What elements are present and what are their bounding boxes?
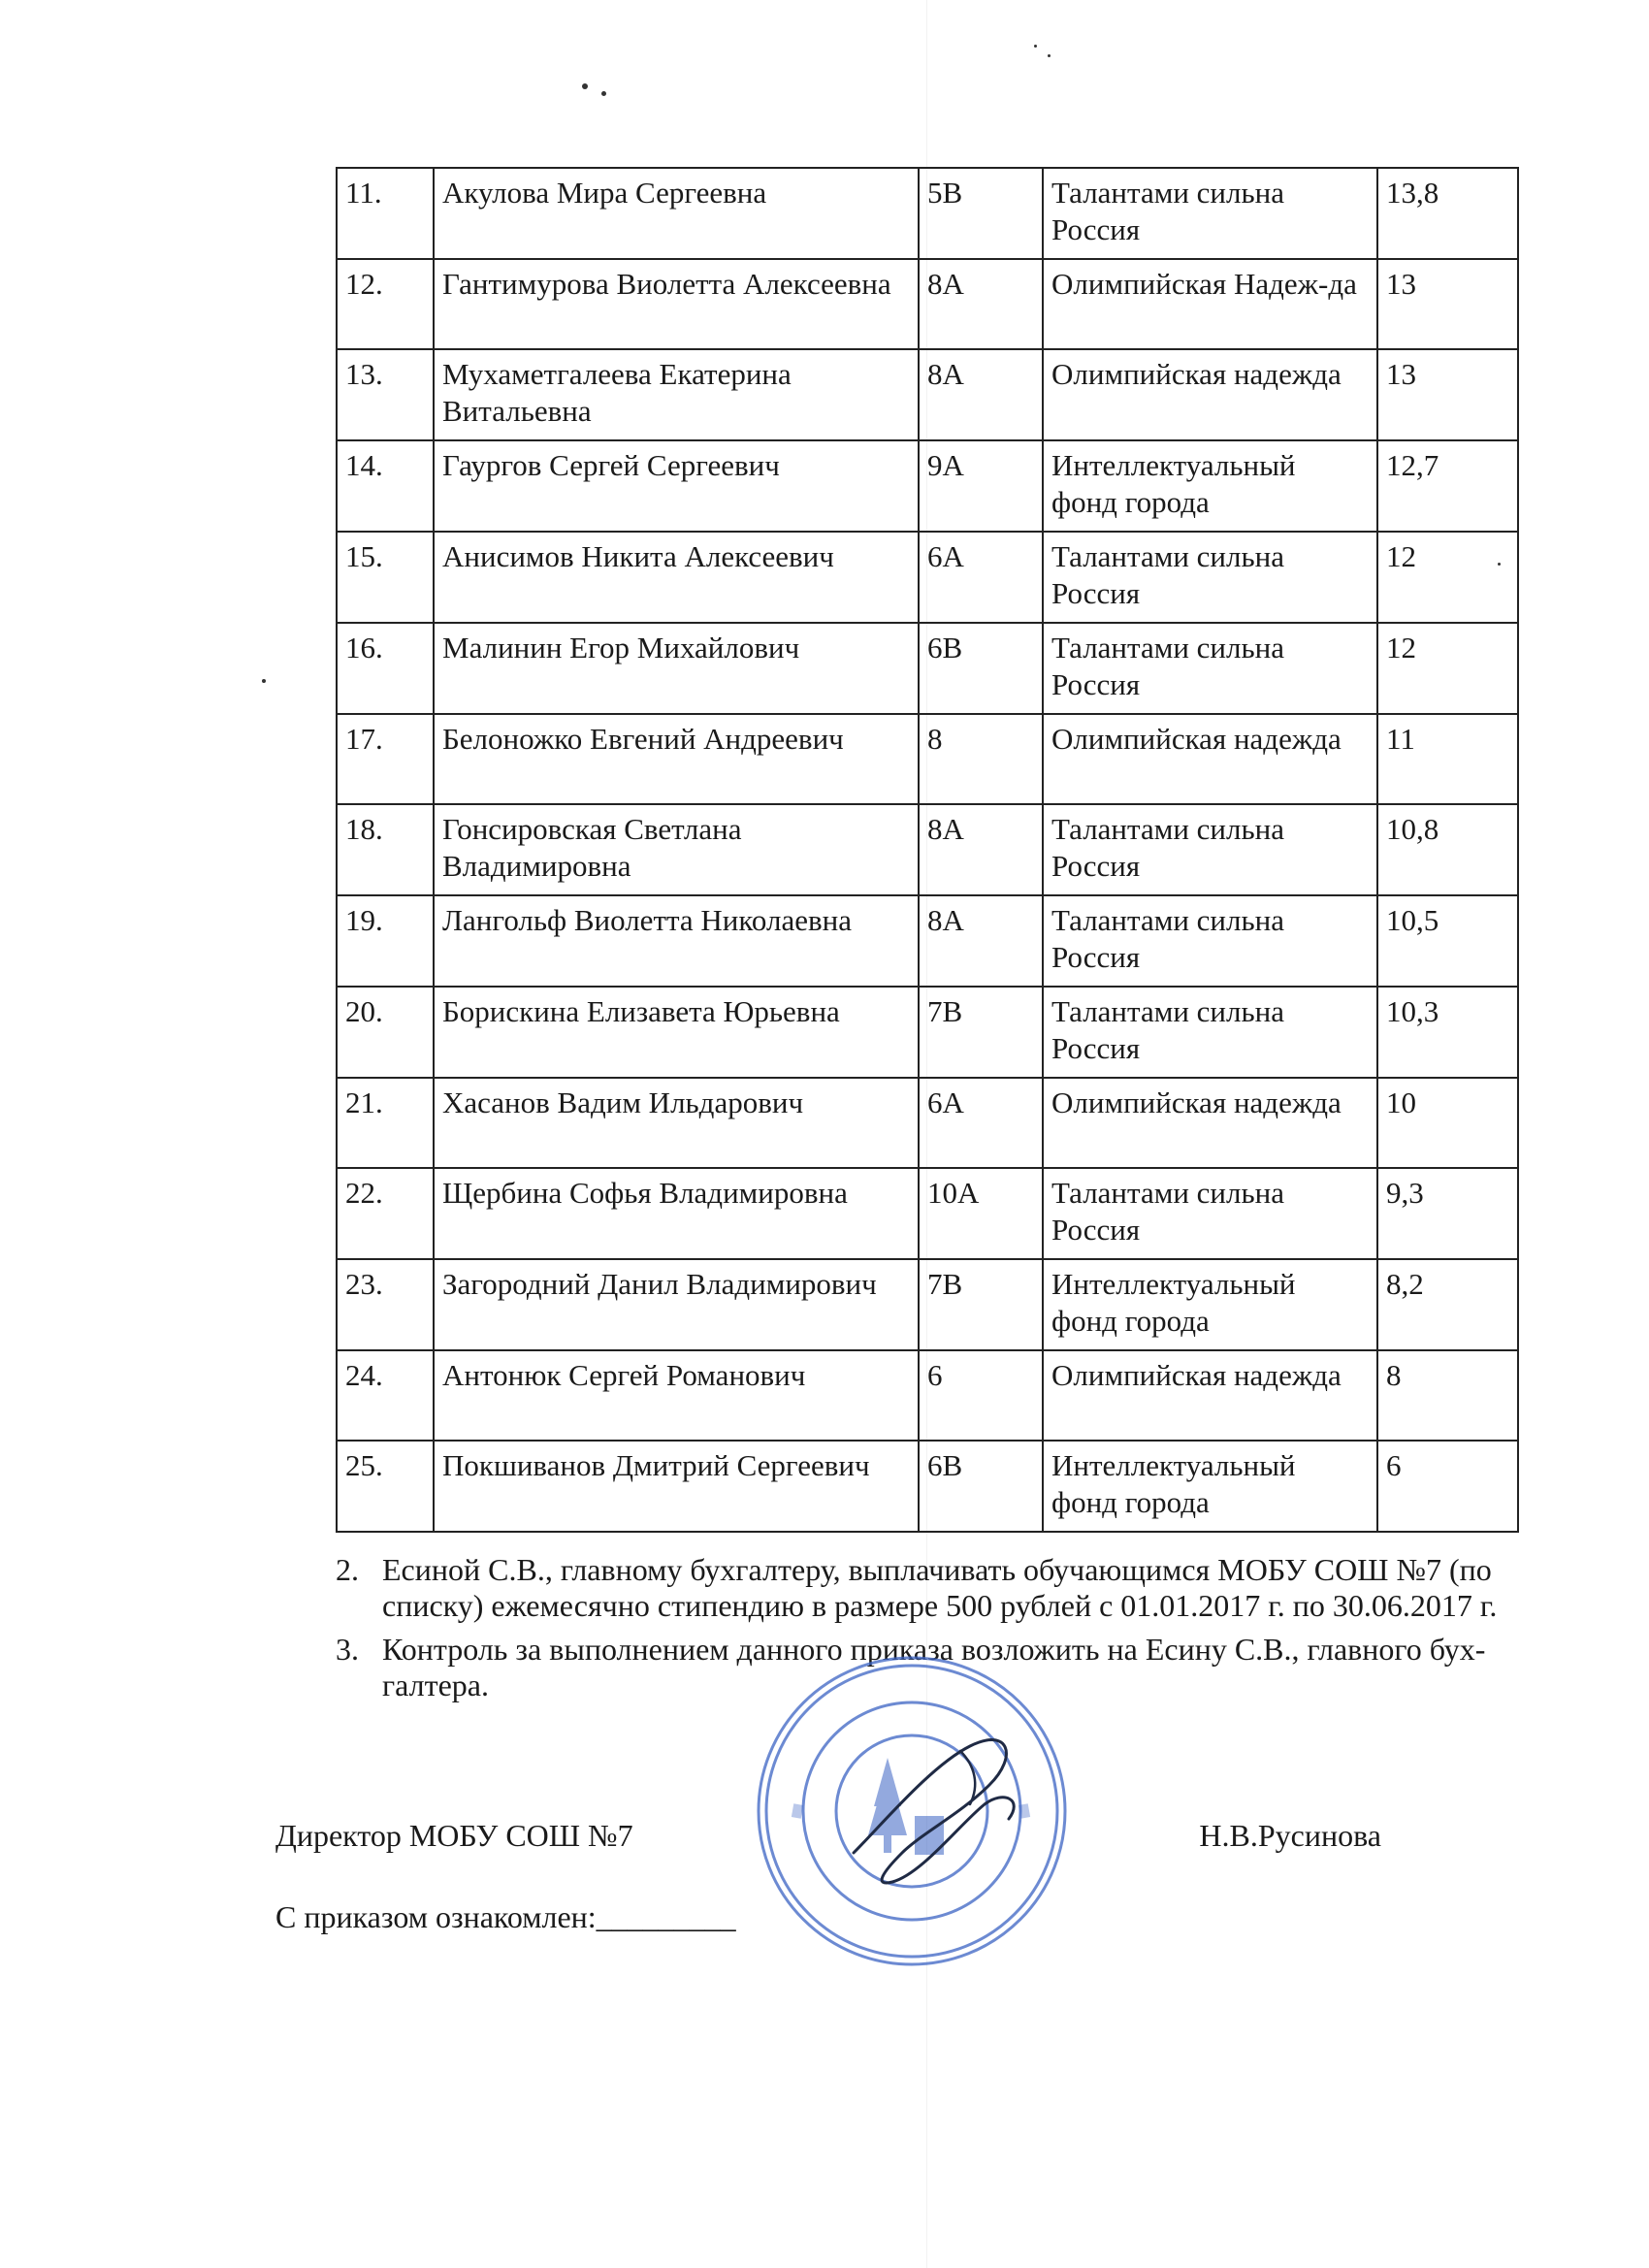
student-name: Щербина Софья Владимировна bbox=[434, 1168, 919, 1259]
score: 10,8 bbox=[1377, 804, 1518, 895]
program-name: Талантами сильна Россия bbox=[1043, 1168, 1377, 1259]
program-name: Интеллектуальный фонд города bbox=[1043, 1259, 1377, 1350]
score: 9,3 bbox=[1377, 1168, 1518, 1259]
student-name: Гонсировская Светлана Владимировна bbox=[434, 804, 919, 895]
table-row bbox=[337, 804, 1518, 895]
row-number: 19. bbox=[337, 895, 434, 987]
student-class: 6А bbox=[919, 532, 1043, 623]
scholarship-table bbox=[336, 167, 1519, 1533]
student-name: Борискина Елизавета Юрьевна bbox=[434, 987, 919, 1078]
table-body bbox=[337, 168, 1518, 1532]
student-class: 7В bbox=[919, 1259, 1043, 1350]
row-number: 18. bbox=[337, 804, 434, 895]
item-index: 3. bbox=[336, 1632, 359, 1667]
score: 12 bbox=[1377, 623, 1518, 714]
director-name: Н.В.Русинова bbox=[1199, 1818, 1381, 1853]
row-number: 22. bbox=[337, 1168, 434, 1259]
program-name: Олимпийская надежда bbox=[1043, 714, 1377, 804]
program-name: Интеллектуальный фонд города bbox=[1043, 440, 1377, 532]
student-class: 8 bbox=[919, 714, 1043, 804]
student-name: Покшиванов Дмитрий Сергеевич bbox=[434, 1441, 919, 1532]
student-class: 8А bbox=[919, 259, 1043, 349]
score: 12 bbox=[1377, 532, 1518, 623]
score: 10,5 bbox=[1377, 895, 1518, 987]
student-class: 6В bbox=[919, 623, 1043, 714]
student-name: Акулова Мира Сергеевна bbox=[434, 168, 919, 259]
table-row bbox=[337, 987, 1518, 1078]
table-row bbox=[337, 623, 1518, 714]
student-name: Антонюк Сергей Романович bbox=[434, 1350, 919, 1441]
scan-speck bbox=[1048, 54, 1051, 57]
student-name: Загородний Данил Владимирович bbox=[434, 1259, 919, 1350]
program-name: Олимпийская надежда bbox=[1043, 1078, 1377, 1168]
student-class: 5В bbox=[919, 168, 1043, 259]
program-name: Олимпийская надежда bbox=[1043, 1350, 1377, 1441]
row-number: 12. bbox=[337, 259, 434, 349]
score: 8 bbox=[1377, 1350, 1518, 1441]
program-name: Талантами сильна Россия bbox=[1043, 532, 1377, 623]
program-name: Талантами сильна Россия bbox=[1043, 895, 1377, 987]
table-row bbox=[337, 895, 1518, 987]
score: 13 bbox=[1377, 259, 1518, 349]
program-name: Олимпийская надежда bbox=[1043, 349, 1377, 440]
student-class: 8А bbox=[919, 804, 1043, 895]
table-row bbox=[337, 259, 1518, 349]
row-number: 14. bbox=[337, 440, 434, 532]
row-number: 25. bbox=[337, 1441, 434, 1532]
table-row bbox=[337, 168, 1518, 259]
table-row bbox=[337, 440, 1518, 532]
score: 12,7 bbox=[1377, 440, 1518, 532]
row-number: 17. bbox=[337, 714, 434, 804]
row-number: 23. bbox=[337, 1259, 434, 1350]
program-name: Талантами сильна Россия bbox=[1043, 987, 1377, 1078]
handwritten-signature bbox=[815, 1707, 1057, 1901]
row-number: 13. bbox=[337, 349, 434, 440]
score: 8,2 bbox=[1377, 1259, 1518, 1350]
order-item bbox=[336, 1552, 1529, 1624]
item-index: 2. bbox=[336, 1552, 359, 1587]
student-name: Лангольф Виолетта Николаевна bbox=[434, 895, 919, 987]
student-name: Белоножко Евгений Андреевич bbox=[434, 714, 919, 804]
row-number: 16. bbox=[337, 623, 434, 714]
student-class: 8А bbox=[919, 895, 1043, 987]
student-class: 7В bbox=[919, 987, 1043, 1078]
director-position: Директор МОБУ СОШ №7 bbox=[275, 1818, 633, 1853]
table-row bbox=[337, 1078, 1518, 1168]
table-row bbox=[337, 1259, 1518, 1350]
program-name: Талантами сильна Россия bbox=[1043, 804, 1377, 895]
score: 10,3 bbox=[1377, 987, 1518, 1078]
table-row bbox=[337, 1168, 1518, 1259]
student-class: 6 bbox=[919, 1350, 1043, 1441]
score: 13 bbox=[1377, 349, 1518, 440]
student-class: 10А bbox=[919, 1168, 1043, 1259]
program-name: Талантами сильна Россия bbox=[1043, 168, 1377, 259]
row-number: 20. bbox=[337, 987, 434, 1078]
item-text: Есиной С.В., главному бухгалтеру, выплачивать обучающимся МОБУ СОШ №7 (по списку) ежемесячно стипендию в размере 500 рублей с 01.01.2017 г. по 30.06.2017 г. bbox=[382, 1552, 1498, 1623]
acknowledgement-line: С приказом ознакомлен:_________ bbox=[275, 1899, 736, 1934]
row-number: 24. bbox=[337, 1350, 434, 1441]
student-name: Мухаметгалеева Екатерина Витальевна bbox=[434, 349, 919, 440]
score: 10 bbox=[1377, 1078, 1518, 1168]
student-name: Хасанов Вадим Ильдарович bbox=[434, 1078, 919, 1168]
student-name: Малинин Егор Михайлович bbox=[434, 623, 919, 714]
scan-speck bbox=[601, 91, 606, 96]
program-name: Интеллектуальный фонд города bbox=[1043, 1441, 1377, 1532]
scan-speck bbox=[1034, 45, 1037, 48]
score: 11 bbox=[1377, 714, 1518, 804]
table-row bbox=[337, 349, 1518, 440]
student-class: 6А bbox=[919, 1078, 1043, 1168]
item-text: Контроль за выполнением данного приказа возложить на Есину С.В., главного бух-галтера. bbox=[382, 1632, 1486, 1702]
row-number: 21. bbox=[337, 1078, 434, 1168]
score: 6 bbox=[1377, 1441, 1518, 1532]
program-name: Олимпийская Надеж-да bbox=[1043, 259, 1377, 349]
table-row bbox=[337, 1441, 1518, 1532]
student-class: 9А bbox=[919, 440, 1043, 532]
scan-speck bbox=[262, 679, 266, 683]
student-name: Анисимов Никита Алексеевич bbox=[434, 532, 919, 623]
scan-speck bbox=[582, 83, 588, 89]
table-row bbox=[337, 1350, 1518, 1441]
student-name: Гаургов Сергей Сергеевич bbox=[434, 440, 919, 532]
table-row bbox=[337, 714, 1518, 804]
program-name: Талантами сильна Россия bbox=[1043, 623, 1377, 714]
table-row bbox=[337, 532, 1518, 623]
row-number: 15. bbox=[337, 532, 434, 623]
student-class: 6В bbox=[919, 1441, 1043, 1532]
score: 13,8 bbox=[1377, 168, 1518, 259]
row-number: 11. bbox=[337, 168, 434, 259]
student-class: 8А bbox=[919, 349, 1043, 440]
student-name: Гантимурова Виолетта Алексеевна bbox=[434, 259, 919, 349]
